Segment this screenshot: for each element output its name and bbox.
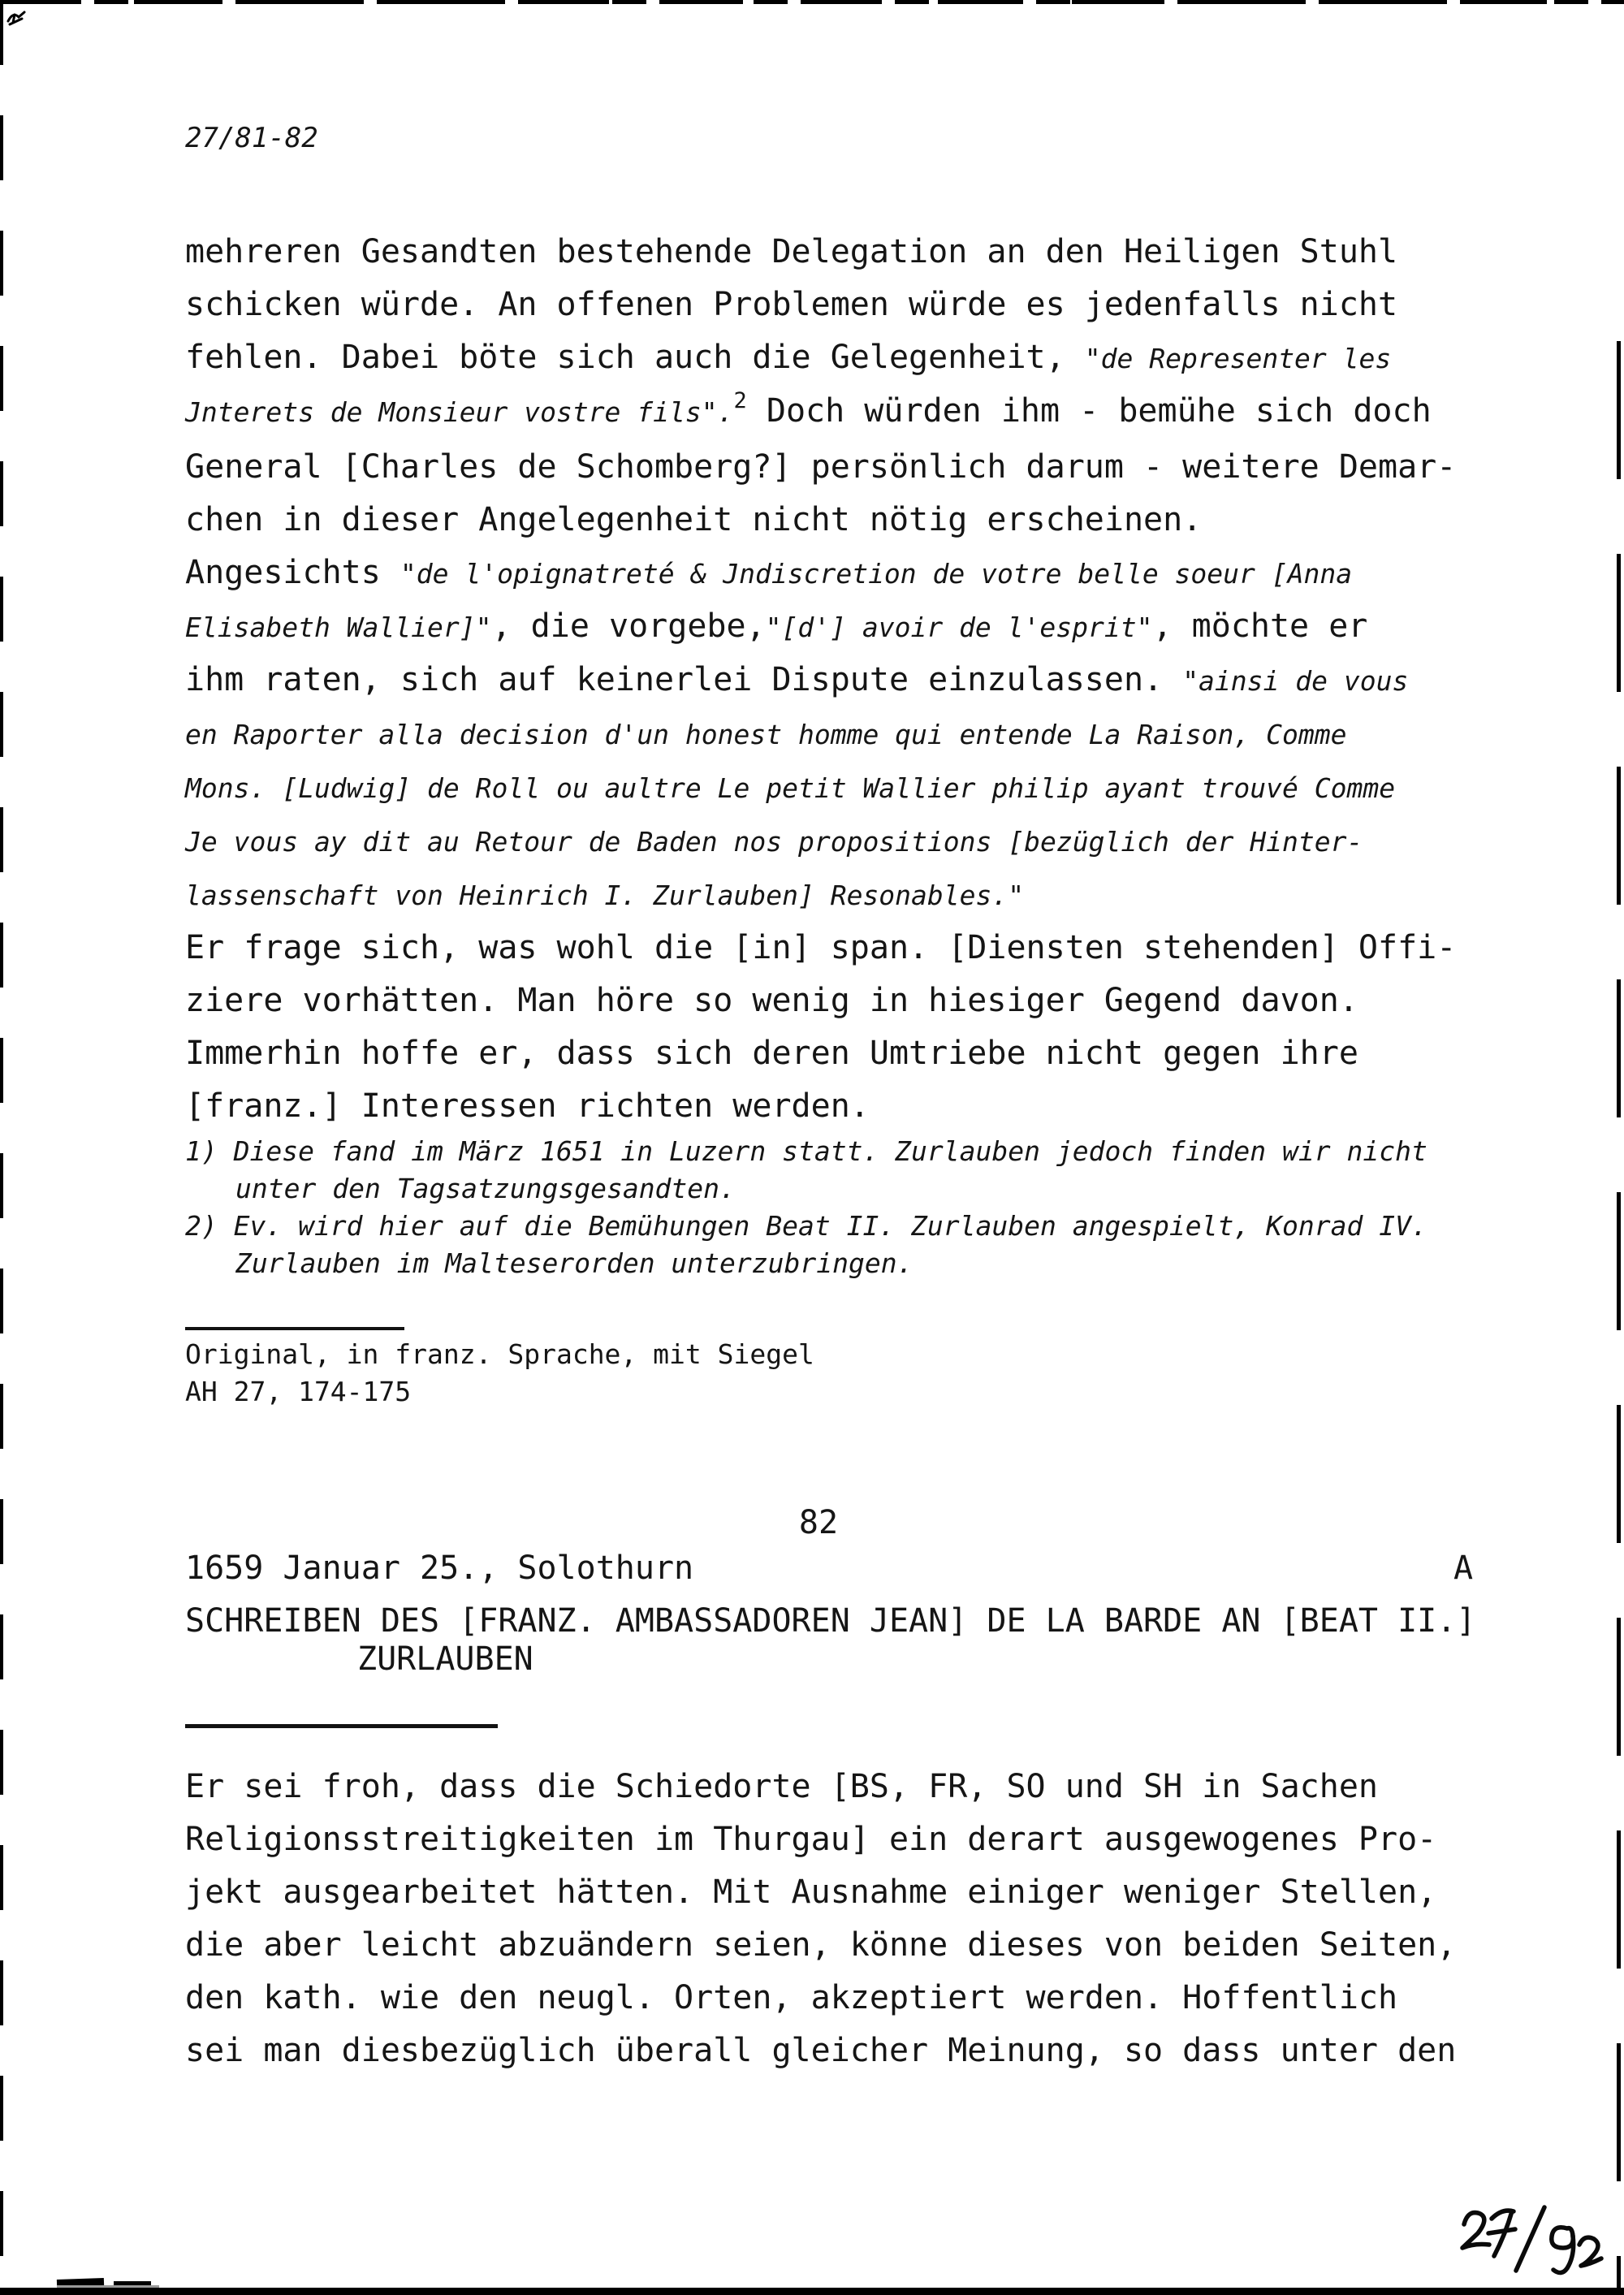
entry-81-provenance (185, 1336, 814, 1411)
text-line: Immerhin hoffe er, dass sich deren Umtriebe nicht gegen ihre (185, 1035, 1358, 1072)
page-reference: 27/81-82 (185, 122, 318, 154)
text-line: Zurlauben im Malteserorden unterzubringen. (235, 1247, 914, 1279)
text-line: 1) Diese fand im März 1651 in Luzern statt. Zurlauben jedoch finden wir nicht (185, 1135, 1427, 1167)
entry-81-body (185, 226, 1566, 1133)
corner-scribble-mark (3, 5, 37, 29)
text-line: Er frage sich, was wohl die [in] span. [Diensten stehenden] Offi- (185, 929, 1457, 966)
entry-82-siglum: A (1453, 1549, 1474, 1587)
text-line: unter den Tagsatzungsgesandten. (235, 1173, 736, 1204)
handwritten-folio-number (1458, 2205, 1604, 2282)
text-line: Religionsstreitigkeiten im Thurgau] ein derart ausgewogenes Pro- (185, 1821, 1437, 1858)
text-line: [franz.] Interessen richten werden. (185, 1087, 870, 1125)
text-line: General [Charles de Schomberg?] persönlich darum - weitere Demar- (185, 448, 1457, 486)
text-line: 2) Ev. wird hier auf die Bemühungen Beat II. Zurlauben angespielt, Konrad IV. (185, 1210, 1427, 1242)
text-line: den kath. wie den neugl. Orten, akzeptiert werden. Hoffentlich (185, 1979, 1398, 2016)
text-line: Je vous ay dit au Retour de Baden nos propositions [bezüglich der Hinter- (185, 826, 1363, 858)
entry-82-dateline: 1659 Januar 25., Solothurn (185, 1549, 694, 1587)
divider-rule (185, 1724, 498, 1728)
text-line: AH 27, 174-175 (185, 1376, 412, 1407)
text-line: ihm raten, sich auf keinerlei Dispute einzulassen. "ainsi de vous (185, 661, 1409, 698)
text-line: chen in dieser Angelegenheit nicht nötig erscheinen. (185, 501, 1203, 538)
text-line: schicken würde. An offenen Problemen würde es jedenfalls nicht (185, 286, 1398, 323)
text-line: Er sei froh, dass die Schiedorte [BS, FR, SO und SH in Sachen (185, 1768, 1379, 1805)
entry-82-title-line1: SCHREIBEN DES [FRANZ. AMBASSADOREN JEAN] DE LA BARDE AN [BEAT II.] (185, 1602, 1476, 1640)
text-line: sei man diesbezüglich überall gleicher Meinung, so dass unter den (185, 2032, 1457, 2069)
text-line: jekt ausgearbeitet hätten. Mit Ausnahme einiger weniger Stellen, (185, 1874, 1437, 1911)
scan-border-right (1617, 341, 1621, 2288)
entry-82-body (185, 1761, 1566, 2077)
text-line: Angesichts "de l'opignatreté & Jndiscretion de votre belle soeur [Anna (185, 554, 1353, 591)
text-line: die aber leicht abzuändern seien, könne dieses von beiden Seiten, (185, 1926, 1457, 1964)
text-line: Jnterets de Monsieur vostre fils".$^2$ Doch würden ihm - bemühe sich doch (185, 388, 1432, 430)
scan-border-bottom (0, 2288, 1624, 2295)
text-line: ziere vorhätten. Man höre so wenig in hiesiger Gegend davon. (185, 982, 1358, 1019)
divider-rule (185, 1327, 404, 1330)
scan-border-left (0, 0, 3, 2295)
text-line: Original, in franz. Sprache, mit Siegel (185, 1338, 814, 1370)
text-line: lassenschaft von Heinrich I. Zurlauben] Resonables." (185, 880, 1025, 911)
entry-82-title-line2: ZURLAUBEN (357, 1640, 533, 1678)
text-line: Elisabeth Wallier]", die vorgebe,"[d'] avoir de l'esprit", möchte er (185, 607, 1368, 645)
entry-82-number: 82 (798, 1504, 839, 1541)
scan-speck (57, 2285, 159, 2288)
text-line: mehreren Gesandten bestehende Delegation an den Heiligen Stuhl (185, 233, 1398, 270)
entry-81-footnotes (185, 1133, 1566, 1282)
text-line: en Raporter alla decision d'un honest homme qui entende La Raison, Comme (185, 719, 1347, 750)
scan-border-top (0, 0, 1624, 4)
text-line: fehlen. Dabei böte sich auch die Gelegenheit, "de Representer les (185, 339, 1392, 376)
text-line: Mons. [Ludwig] de Roll ou aultre Le petit Wallier philip ayant trouvé Comme (185, 772, 1396, 804)
